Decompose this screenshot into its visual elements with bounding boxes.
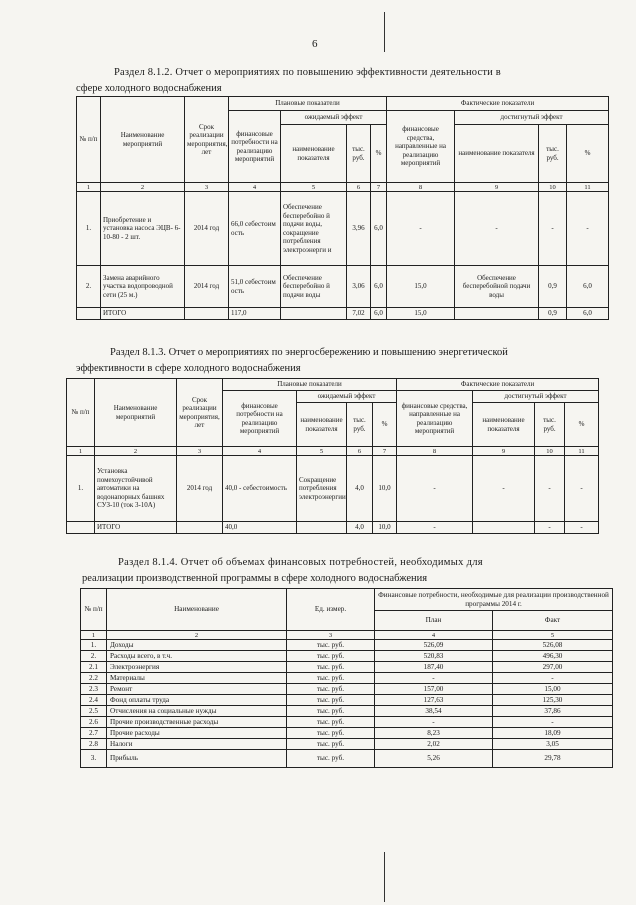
cell-indicator-fact: - [455,192,539,266]
cell-thous-rub: 4,0 [347,456,373,522]
header-achieved-effect: достигнутый эффект [473,391,599,403]
cell-num: 2.4 [81,695,107,706]
header-percent-fact: % [567,125,609,183]
header-num: № п/п [77,97,101,183]
cell-num: 2.1 [81,662,107,673]
cell-indicator: Обеспечение бесперебойно й подачи воды, сокращение потребления электроэнерги и [281,192,347,266]
cell-indicator: Обеспечение бесперебойно й подачи воды [281,266,347,308]
col-number: 11 [567,183,609,192]
cell-name: Материалы [107,673,287,684]
cell-indicator: Сокращение потребления электроэнергии [297,456,347,522]
cell-fin-need: 66,0 себестоим ость [229,192,281,266]
table-row [81,717,613,728]
col-number: 7 [373,447,397,456]
cell-plan: 8,23 [375,728,493,739]
header-num: № п/п [67,379,95,447]
cell-fact: 125,30 [493,695,613,706]
col-number: 5 [281,183,347,192]
cell-fin-spent: - [397,456,473,522]
total-thous-rub-fact: 0,9 [539,308,567,320]
total-label: ИТОГО [95,522,177,534]
col-number: 6 [347,183,371,192]
header-term: Срок реализации мероприятия, лет [177,379,223,447]
col-number: 2 [95,447,177,456]
col-number: 3 [287,631,375,640]
cell-num: 2.2 [81,673,107,684]
header-indicator-fact: наименование показателя [455,125,539,183]
cell-fact: 3,05 [493,739,613,750]
cell-name: Налоги [107,739,287,750]
cell-num: 2.7 [81,728,107,739]
cell-unit: тыс. руб. [287,717,375,728]
cell-fact: 37,86 [493,706,613,717]
total-fin-spent: 15,0 [387,308,455,320]
cell-plan: 2,02 [375,739,493,750]
header-indicator: наименование показателя [297,403,347,447]
col-number: 3 [177,447,223,456]
cell-num: 2.3 [81,684,107,695]
table-row [81,662,613,673]
col-number: 10 [539,183,567,192]
cell-name: Установка помехоустойчивой автоматики на водонапорных башнях СУЗ-10 (ток 3-10А) [95,456,177,522]
total-label: ИТОГО [101,308,185,320]
col-number: 9 [455,183,539,192]
cell-name: Доходы [107,640,287,651]
header-num: № п/п [81,589,107,631]
cell-num: 3. [81,750,107,768]
total-thous-rub: 4,0 [347,522,373,534]
cell-percent-fact: - [565,456,599,522]
col-number: 10 [535,447,565,456]
cell-name: Электроэнергия [107,662,287,673]
cell-fin-spent: - [387,192,455,266]
header-expected-effect: ожидаемый эффект [297,391,397,403]
cell-plan: 526,09 [375,640,493,651]
table-row [81,640,613,651]
scan-artifact-line [384,852,385,902]
cell-num: 2.8 [81,739,107,750]
cell-name: Фонд оплаты труда [107,695,287,706]
section-813-heading-line2: эффективности в сфере холодного водоснабжения [76,363,301,374]
section-814-heading-line1: Раздел 8.1.4. Отчет об объемах финансовых потребностей, необходимых для [118,557,483,568]
col-number: 3 [185,183,229,192]
table-row [81,750,613,768]
cell-unit: тыс. руб. [287,750,375,768]
cell-fact: 15,00 [493,684,613,695]
header-expected-effect: ожидаемый эффект [281,111,387,125]
cell-percent: 6,0 [371,192,387,266]
cell-name: Замена аварийного участка водопроводной сети (25 м.) [101,266,185,308]
table-row [81,706,613,717]
header-percent-fact: % [565,403,599,447]
cell-fact: - [493,717,613,728]
cell-unit: тыс. руб. [287,662,375,673]
header-fin-need: финансовые потребности на реализацию мероприятий [223,391,297,447]
col-number: 1 [81,631,107,640]
cell-thous-rub-fact: 0,9 [539,266,567,308]
header-fin-needs: Финансовые потребности, необходимые для реализации производственной программы 2014 г. [375,589,613,611]
total-fin-need: 40,0 [223,522,297,534]
header-fin-spent: финансовые средства, направленные на реализацию мероприятий [387,111,455,183]
col-number: 5 [493,631,613,640]
cell-num: 1. [81,640,107,651]
total-percent-fact: 6,0 [567,308,609,320]
table-row [81,728,613,739]
total-fin-need: 117,0 [229,308,281,320]
cell-fact: 297,00 [493,662,613,673]
cell-num: 2.6 [81,717,107,728]
cell-num: 2. [81,651,107,662]
section-812-heading-line1: Раздел 8.1.2. Отчет о мероприятиях по повышению эффективности деятельности в [114,67,501,78]
total-thous-rub: 7,02 [347,308,371,320]
header-achieved-effect: достигнутый эффект [455,111,609,125]
header-thous-rub: тыс. руб. [347,403,373,447]
section-813-heading-line1: Раздел 8.1.3. Отчет о мероприятиях по энергосбережению и повышению энергетической [110,347,508,358]
cell-num: 1. [67,456,95,522]
col-number: 6 [347,447,373,456]
header-name: Наименование мероприятий [101,97,185,183]
total-row [67,522,599,534]
cell-plan: 127,63 [375,695,493,706]
header-planned: Плановые показатели [229,97,387,111]
cell-thous-rub: 3,06 [347,266,371,308]
header-plan: План [375,611,493,631]
header-actual: Фактические показатели [387,97,609,111]
cell-indicator-fact: - [473,456,535,522]
cell-name: Прочие расходы [107,728,287,739]
cell-name: Приобретение и установка насоса ЭЦВ- 6-10-80 - 2 шт. [101,192,185,266]
table-row [67,456,599,522]
cell-num: 1. [77,192,101,266]
header-indicator-fact: наименование показателя [473,403,535,447]
header-percent: % [373,403,397,447]
header-thous-rub-fact: тыс. руб. [539,125,567,183]
header-fact: Факт [493,611,613,631]
table-row [81,673,613,684]
cell-unit: тыс. руб. [287,651,375,662]
cell-plan: 157,00 [375,684,493,695]
scan-artifact-line [384,12,385,52]
cell-unit: тыс. руб. [287,739,375,750]
col-number: 11 [565,447,599,456]
table-row [81,684,613,695]
header-actual: Фактические показатели [397,379,599,391]
cell-num: 2.5 [81,706,107,717]
header-unit: Ед. измер. [287,589,375,631]
cell-unit: тыс. руб. [287,695,375,706]
cell-term: 2014 год [177,456,223,522]
cell-plan: 187,40 [375,662,493,673]
cell-name: Прочие производственные расходы [107,717,287,728]
header-thous-rub-fact: тыс. руб. [535,403,565,447]
cell-fin-need: 51,0 себестоим ость [229,266,281,308]
cell-percent-fact: 6,0 [567,266,609,308]
table-8-1-3 [66,378,599,534]
cell-indicator-fact: Обеспечение бесперебойной подачи воды [455,266,539,308]
cell-thous-rub-fact: - [535,456,565,522]
header-fin-spent: финансовые средства, направленные на реализацию мероприятий [397,391,473,447]
section-814-heading-line2: реализации производственной программы в сфере холодного водоснабжения [82,573,428,584]
table-8-1-4 [80,588,613,768]
total-fin-spent: - [397,522,473,534]
cell-unit: тыс. руб. [287,684,375,695]
page-number: 6 [312,38,318,50]
cell-percent: 10,0 [373,456,397,522]
cell-fact: - [493,673,613,684]
cell-fin-spent: 15,0 [387,266,455,308]
total-thous-rub-fact: - [535,522,565,534]
col-number: 1 [77,183,101,192]
cell-fact: 18,09 [493,728,613,739]
cell-thous-rub: 3,96 [347,192,371,266]
table-row [81,739,613,750]
cell-fact: 29,78 [493,750,613,768]
cell-name: Прибыль [107,750,287,768]
total-percent: 10,0 [373,522,397,534]
table-8-1-2 [76,96,609,320]
col-number: 4 [229,183,281,192]
header-thous-rub: тыс. руб. [347,125,371,183]
table-row [77,192,609,266]
col-number: 5 [297,447,347,456]
total-percent-fact: - [565,522,599,534]
header-planned: Плановые показатели [223,379,397,391]
header-indicator: наименование показателя [281,125,347,183]
table-row [81,695,613,706]
cell-fin-need: 40,0 - себестоимость [223,456,297,522]
cell-plan: - [375,717,493,728]
col-number: 1 [67,447,95,456]
cell-plan: 5,26 [375,750,493,768]
header-percent: % [371,125,387,183]
col-number: 2 [101,183,185,192]
cell-unit: тыс. руб. [287,640,375,651]
cell-name: Расходы всего, в т.ч. [107,651,287,662]
table-row [81,651,613,662]
cell-percent: 6,0 [371,266,387,308]
col-number: 8 [387,183,455,192]
cell-thous-rub-fact: - [539,192,567,266]
col-number: 2 [107,631,287,640]
cell-unit: тыс. руб. [287,728,375,739]
cell-fact: 496,30 [493,651,613,662]
cell-term: 2014 год [185,192,229,266]
header-name: Наименование мероприятий [95,379,177,447]
cell-unit: тыс. руб. [287,673,375,684]
cell-term: 2014 год [185,266,229,308]
cell-plan: 38,54 [375,706,493,717]
cell-name: Отчисления на социальные нужды [107,706,287,717]
cell-percent-fact: - [567,192,609,266]
cell-fact: 526,08 [493,640,613,651]
col-number: 8 [397,447,473,456]
cell-name: Ремонт [107,684,287,695]
cell-plan: 520,83 [375,651,493,662]
table-row [77,266,609,308]
header-fin-need: финансовые потребности на реализацию мероприятий [229,111,281,183]
section-812-heading-line2: сфере холодного водоснабжения [76,83,222,94]
total-row [77,308,609,320]
cell-num: 2. [77,266,101,308]
header-name: Наименование [107,589,287,631]
col-number: 7 [371,183,387,192]
cell-unit: тыс. руб. [287,706,375,717]
cell-plan: - [375,673,493,684]
col-number: 9 [473,447,535,456]
total-percent: 6,0 [371,308,387,320]
col-number: 4 [375,631,493,640]
col-number: 4 [223,447,297,456]
header-term: Срок реализации мероприятия, лет [185,97,229,183]
